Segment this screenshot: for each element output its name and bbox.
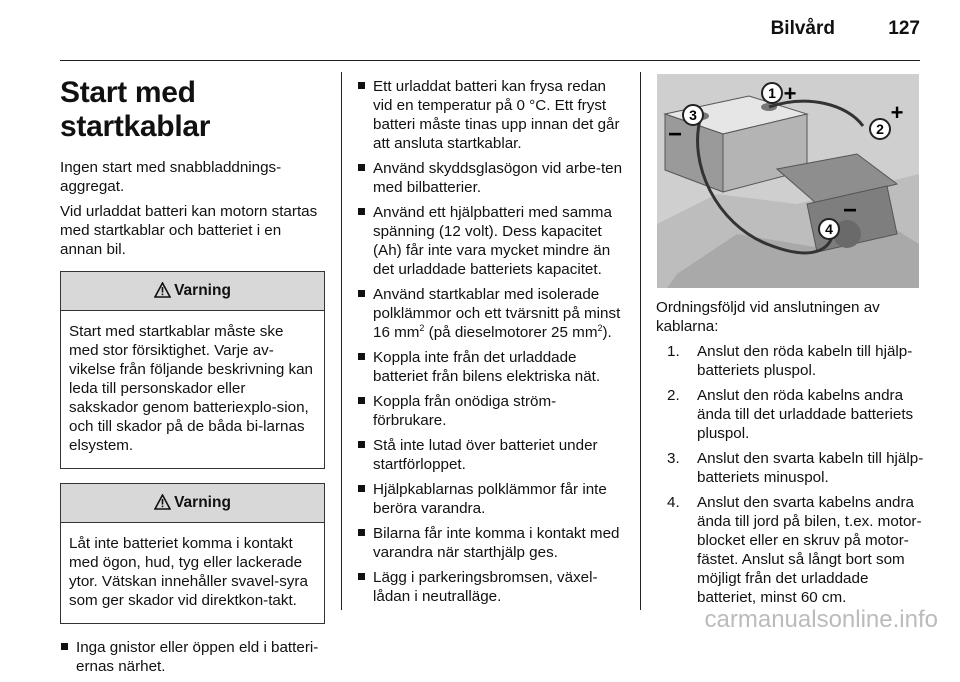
list-item: Koppla inte från det urladdade batteriet från bilens elektriska nät. <box>357 348 625 386</box>
warning-text: Låt inte batteriet komma i kontakt med ögon, hud, tyg eller lackerade ytor. Vätskan innehåller svavel-syra som ger skador vid direktkon-takt. <box>69 535 308 609</box>
svg-text:3: 3 <box>689 107 697 123</box>
header-rule <box>60 60 920 61</box>
warning-triangle-icon <box>154 282 171 298</box>
section-title: Bilvård <box>770 18 835 39</box>
intro-paragraph: Ingen start med snabbladdnings-aggregat. <box>60 159 282 195</box>
intro-paragraph: Vid urladdat batteri kan motorn startas med startkablar och batteriet i en annan bil. <box>60 203 318 258</box>
bullet-list <box>357 77 625 606</box>
warning-box <box>60 483 325 624</box>
list-item: Använd skyddsglasögon vid arbe-ten med bilbatterier. <box>357 159 625 197</box>
svg-text:+: + <box>890 100 904 125</box>
warning-header <box>61 484 324 523</box>
list-item: Stå inte lutad över batteriet under startförloppet. <box>357 436 625 474</box>
numbered-list <box>656 342 926 607</box>
steps-intro: Ordningsföljd vid anslutningen av kablarna: <box>656 299 880 335</box>
list-item: Koppla från onödiga ström-förbrukare. <box>357 392 625 430</box>
warning-title: Varning <box>174 494 231 511</box>
column-1 <box>60 76 325 682</box>
list-item: Använd ett hjälpbatteri med samma spänning (12 volt). Dess kapacitet (Ah) får inte vara mycket mindre än det urladdade batteriets kapacitet. <box>357 203 625 279</box>
column-3 <box>656 298 926 613</box>
svg-text:1: 1 <box>768 85 776 101</box>
list-item: 1. Anslut den röda kabeln till hjälp-batteriets pluspol. <box>667 343 913 379</box>
column-divider <box>341 72 342 610</box>
warning-title: Varning <box>174 282 231 299</box>
list-item: 3. Anslut den svarta kabeln till hjälp-batteriets minuspol. <box>667 450 924 486</box>
warning-triangle-icon <box>154 494 171 510</box>
list-item: Lägg i parkeringsbromsen, växel-lådan i neutralläge. <box>357 568 625 606</box>
page-number: 127 <box>888 18 920 39</box>
warning-box <box>60 271 325 469</box>
list-item: Hjälpkablarnas polklämmor får inte beröra varandra. <box>357 480 625 518</box>
svg-text:−: − <box>667 121 683 148</box>
bullet-list <box>60 638 325 676</box>
warning-header <box>61 272 324 311</box>
list-item: 4. Anslut den svarta kabelns andra ända till jord på bilen, t.ex. motor-blocket eller en skruv på motor-fästet. Anslut så långt bort som möjligt från det urladdade batteriet, minst 60 cm. <box>667 494 922 606</box>
svg-text:−: − <box>842 197 858 224</box>
list-item: Inga gnistor eller öppen eld i batteri-ernas närhet. <box>60 638 325 676</box>
svg-text:+: + <box>783 81 797 106</box>
list-item: Bilarna får inte komma i kontakt med varandra när starthjälp ges. <box>357 524 625 562</box>
list-item: Använd startkablar med isolerade polklämmor och ett tvärsnitt på minst 16 $mm^2$ (på dieselmotorer 25 $mm^2$). <box>357 285 625 342</box>
warning-text: Start med startkablar måste ske med stor försiktighet. Varje av-vikelse från följande beskrivning kan leda till personskador eller sakskador genom batteriexplo-sion, och till skador på de båda bi-larnas elsystem. <box>69 323 313 454</box>
svg-text:2: 2 <box>876 121 884 137</box>
watermark: carmanualsonline.info <box>704 606 938 633</box>
jump-start-illustration <box>657 74 919 288</box>
column-divider <box>640 72 641 610</box>
list-item: 2. Anslut den röda kabelns andra ända till det urladdade batteriets pluspol. <box>667 387 914 442</box>
list-item: Ett urladdat batteri kan frysa redan vid en temperatur på 0 °C. Ett fryst batteri måste tinas upp innan det går att ansluta startkablar. <box>357 77 625 153</box>
svg-text:4: 4 <box>825 221 833 237</box>
column-2 <box>357 77 625 612</box>
page-heading: Start med startkablar <box>60 76 211 143</box>
